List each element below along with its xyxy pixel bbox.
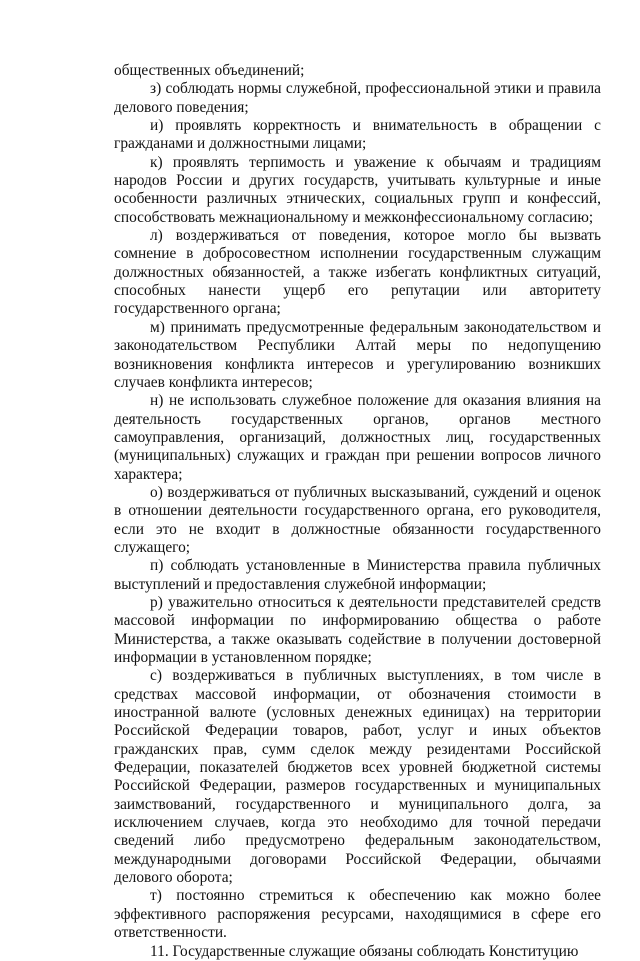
paragraph-item-l: л) воздерживаться от поведения, которое могло бы вызвать сомнение в добросовестном исполнении государственным служащим должностных обязанностей, а также избегать конфликтных ситуаций, способных нанести ущерб его репутации или авторитету государственного органа;	[114, 227, 601, 318]
paragraph-continuation: общественных объединений;	[114, 62, 305, 79]
paragraph-item-k: к) проявлять терпимость и уважение к обычаям и традициям народов России и других государств, учитывать культурные и иные особенности различных этнических, социальных групп и конфессий, способствовать межнациональному и межконфессиональному согласию;	[114, 153, 601, 226]
document-page	[114, 62, 601, 961]
paragraph-item-s: с) воздерживаться в публичных выступлениях, в том числе в средствах массовой информации, от обозначения стоимости в иностранной валюте (условных денежных единицах) на территории Российской Федерации товаров, работ, услуг и иных объектов гражданских прав, сумм сделок между резидентами Российской Федерации, показателей бюджетов всех уровней бюджетной системы Российской Федерации, размеров государственных и муниципальных заимствований, государственного и муниципального долга, за исключением случаев, когда это необходимо для точной передачи сведений либо предусмотрено федеральным законодательством, международными договорами Российской Федерации, обычаями делового оборота;	[114, 667, 601, 887]
paragraph-section-11: 11. Государственные служащие обязаны соблюдать Конституцию	[150, 942, 579, 960]
paragraph-item-n: н) не использовать служебное положение для оказания влияния на деятельность государственных органов, органов местного самоуправления, организаций, должностных лиц, государственных (муниципальных) служащих и граждан при решении вопросов личного характера;	[114, 392, 601, 483]
paragraph-item-m: м) принимать предусмотренные федеральным законодательством и законодательством Республики Алтай меры по недопущению возникновения конфликта интересов и урегулированию возникших случаев конфликта интересов;	[114, 318, 601, 391]
paragraph-item-t: т) постоянно стремиться к обеспечению как можно более эффективного распоряжения ресурсами, находящимися в сфере его ответственности.	[114, 887, 601, 942]
paragraph-item-p: п) соблюдать установленные в Министерства правила публичных выступлений и предоставления служебной информации;	[114, 557, 601, 593]
paragraph-item-r: р) уважительно относиться к деятельности представителей средств массовой информации по информированию общества о работе Министерства, а также оказывать содействие в получении достоверной информации в установленном порядке;	[114, 593, 601, 666]
paragraph-item-i: и) проявлять корректность и внимательность в обращении с гражданами и должностными лицами;	[114, 117, 601, 153]
paragraph-item-o: о) воздерживаться от публичных высказываний, суждений и оценок в отношении деятельности государственного органа, его руководителя, если это не входит в должностные обязанности государственного служащего;	[114, 483, 601, 556]
paragraph-item-z: з) соблюдать нормы служебной, профессиональной этики и правила делового поведения;	[114, 80, 601, 116]
